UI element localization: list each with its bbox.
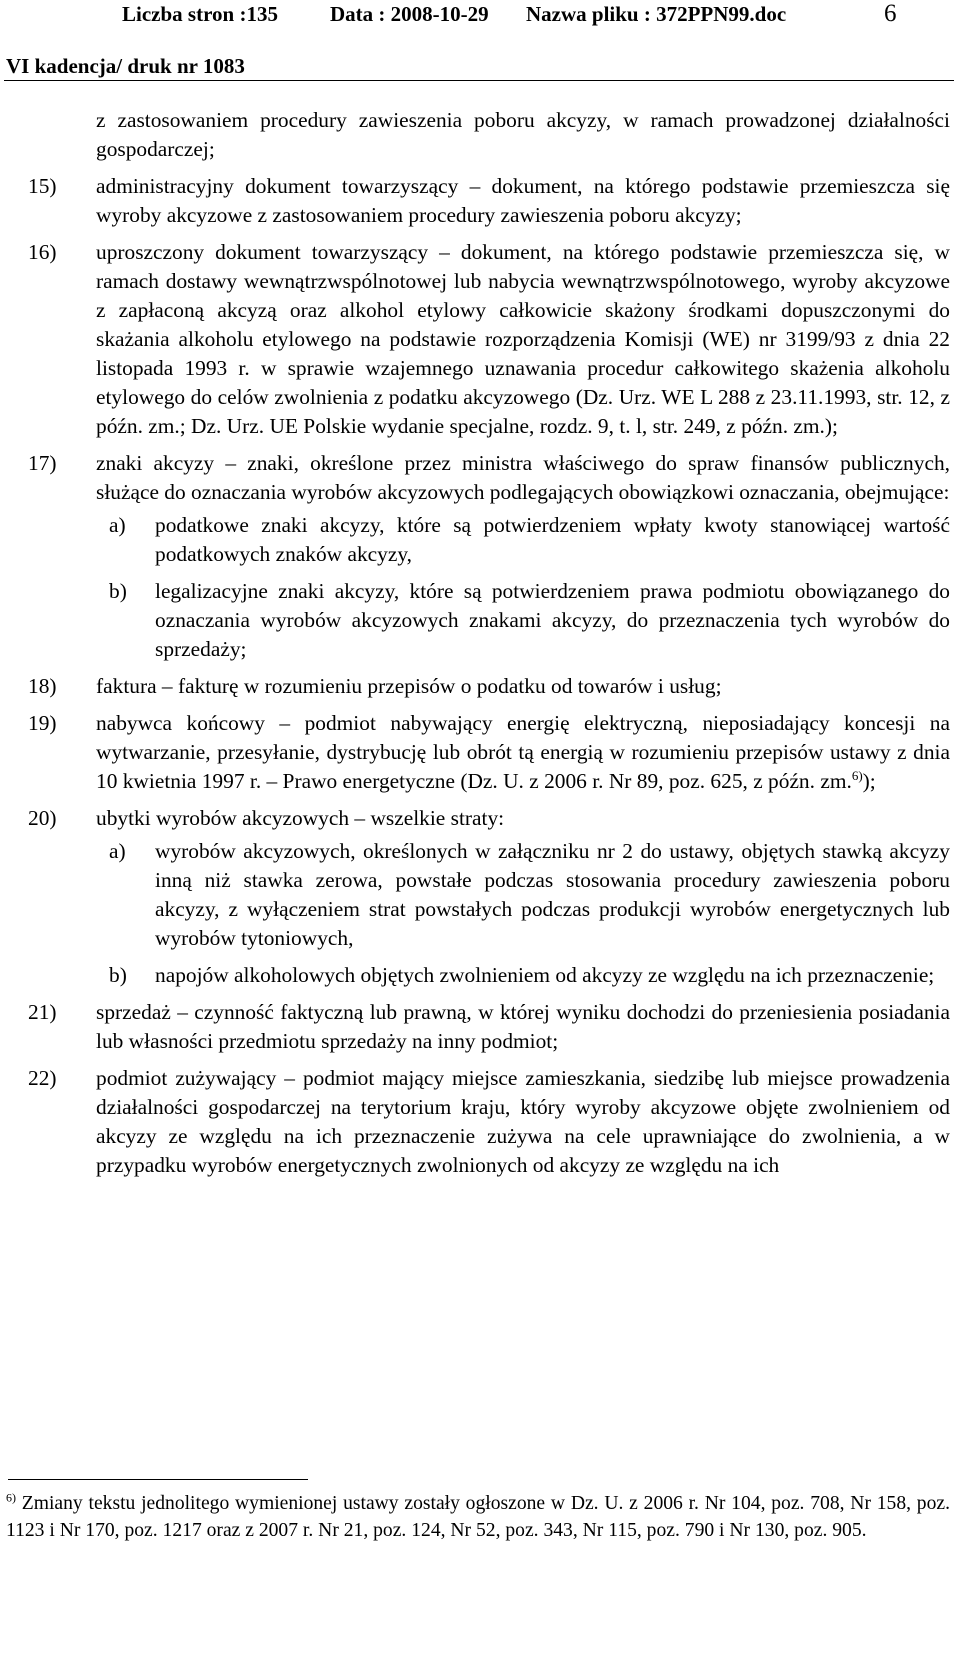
paragraph-text: podmiot zużywający – podmiot mający miejsce zamieszkania, siedzibę lub miejsce prowadzenia działalności gospodarczej na terytorium kraju, który wyroby akcyzowe objęte zwolnieniem od akcyzy ze względu na ich przeznaczenie zużywa na cele uprawniające do zwolnienia, a w przypadku wyrobów energetycznych zwolnionych od akcyzy ze względu na ich [96, 1066, 950, 1177]
sub-item-text: napojów alkoholowych objętych zwolnieniem od akcyzy ze względu na ich przeznaczenie; [155, 963, 935, 987]
footnote-text: Zmiany tekstu jednolitego wymienionej ustawy zostały ogłoszone w Dz. U. z 2006 r. Nr 104, poz. 708, Nr 158, poz. 1123 i Nr 170, poz. 1217 oraz z 2007 r. Nr 21, poz. 124, Nr 52, poz. 343, Nr 115, poz. 790 i Nr 130, poz. 905. [6, 1493, 950, 1541]
paragraph-text: ubytki wyrobów akcyzowych – wszelkie straty: [96, 806, 505, 830]
paragraph-text: znaki akcyzy – znaki, określone przez ministra właściwego do spraw finansów publicznych, służące do oznaczania wyrobów akcyzowych podlegających obowiązkowi oznaczania, obejmujące: [96, 451, 950, 504]
header-divider [4, 80, 954, 81]
file-name: Nazwa pliku : 372PPN99.doc [526, 2, 787, 26]
paragraph-number: 17) [28, 451, 57, 475]
print-number: VI kadencja/ druk nr 1083 [6, 54, 245, 78]
paragraph-text: uproszczony dokument towarzyszący – dokument, na którego podstawie przemieszcza się, w ramach dostawy wewnątrzwspólnotowej lub nabycia wewnątrzwspólnotowego, wyroby akcyzowe z zapłaconą akcyzą oraz alkohol etylowy całkowicie skażony środkami dopuszczonymi do skażania alkoholu etylowego na podstawie rozporządzenia Komisji (WE) nr 3199/93 z dnia 22 listopada 1993 r. w sprawie wzajemnego uznawania procedur całkowitego skażenia alkoholu etylowego do celów zwolnienia z podatku akcyzowego (Dz. Urz. WE L 288 z 23.11.1993, str. 12, z późn. zm.; Dz. Urz. UE Polskie wydanie specjalne, rozdz. 9, t. l, str. 249, z późn. zm.); [96, 240, 950, 438]
paragraph-15 [28, 172, 950, 230]
sub-item-letter: a) [109, 839, 126, 863]
paragraph-16 [28, 238, 950, 441]
paragraph-20-sublist [96, 837, 950, 990]
sub-item-b [96, 961, 950, 990]
footnote-marker: 6) [6, 1490, 16, 1505]
document-header [0, 0, 960, 32]
footnote-divider [8, 1479, 308, 1480]
paragraph-20 [28, 804, 950, 833]
paragraph-17-sublist [96, 511, 950, 664]
sub-item-b [96, 577, 950, 664]
document-body [28, 106, 950, 1188]
page-count: Liczba stron :135 [122, 2, 278, 26]
paragraph-18 [28, 672, 950, 701]
paragraph-22 [28, 1064, 950, 1180]
paragraph-number: 20) [28, 806, 57, 830]
sub-item-text: podatkowe znaki akcyzy, które są potwierdzeniem wpłaty kwoty stanowiącej wartość podatkowych znaków akcyzy, [155, 513, 950, 566]
document-date: Data : 2008-10-29 [330, 2, 489, 26]
paragraph-number: 19) [28, 711, 57, 735]
paragraph-number: 22) [28, 1066, 57, 1090]
paragraph-number: 15) [28, 174, 57, 198]
paragraph-19 [28, 709, 950, 796]
paragraph-text: sprzedaż – czynność faktyczną lub prawną, w której wyniku dochodzi do przeniesienia posiadania lub własności przedmiotu sprzedaży na inny podmiot; [96, 1000, 950, 1053]
sub-item-letter: b) [109, 963, 127, 987]
sub-item-text: legalizacyjne znaki akcyzy, które są potwierdzeniem prawa podmiotu obowiązanego do oznaczania wyrobów akcyzowych znakami akcyzy, do przeznaczenia tych wyrobów do sprzedaży; [155, 579, 950, 661]
sub-item-a [96, 837, 950, 953]
footnote-reference: 6) [851, 767, 863, 783]
paragraph-21 [28, 998, 950, 1056]
paragraph-text: administracyjny dokument towarzyszący – dokument, na którego podstawie przemieszcza się wyroby akcyzowe z zastosowaniem procedury zawieszenia poboru akcyzy; [96, 174, 950, 227]
paragraph-text: faktura – fakturę w rozumieniu przepisów o podatku od towarów i usług; [96, 674, 722, 698]
paragraph-number: 18) [28, 674, 57, 698]
paragraph-text: nabywca końcowy – podmiot nabywający energię elektryczną, nieposiadający koncesji na wytwarzanie, przesyłanie, dystrybucję lub obrót tą energią w rozumieniu przepisów ustawy z dnia 10 kwietnia 1997 r. – Prawo energetyczne (Dz. U. z 2006 r. Nr 89, poz. 625, z późn. zm.$^{6)}$); [96, 711, 950, 793]
paragraph-number: 21) [28, 1000, 57, 1024]
footnote [6, 1490, 950, 1544]
paragraph-14-continuation: z zastosowaniem procedury zawieszenia poboru akcyzy, w ramach prowadzonej działalności gospodarczej; [96, 108, 950, 161]
sub-item-letter: b) [109, 579, 127, 603]
page-number: 6 [884, 0, 897, 27]
paragraph-number: 16) [28, 240, 57, 264]
sub-item-a [96, 511, 950, 569]
paragraph-17 [28, 449, 950, 507]
sub-item-letter: a) [109, 513, 126, 537]
sub-item-text: wyrobów akcyzowych, określonych w załączniku nr 2 do ustawy, objętych stawką akcyzy inną niż stawka zerowa, powstałe podczas stosowania procedury zawieszenia poboru akcyzy, z wyłączeniem strat powstałych podczas produkcji wyrobów energetycznych lub wyrobów tytoniowych, [155, 839, 950, 950]
